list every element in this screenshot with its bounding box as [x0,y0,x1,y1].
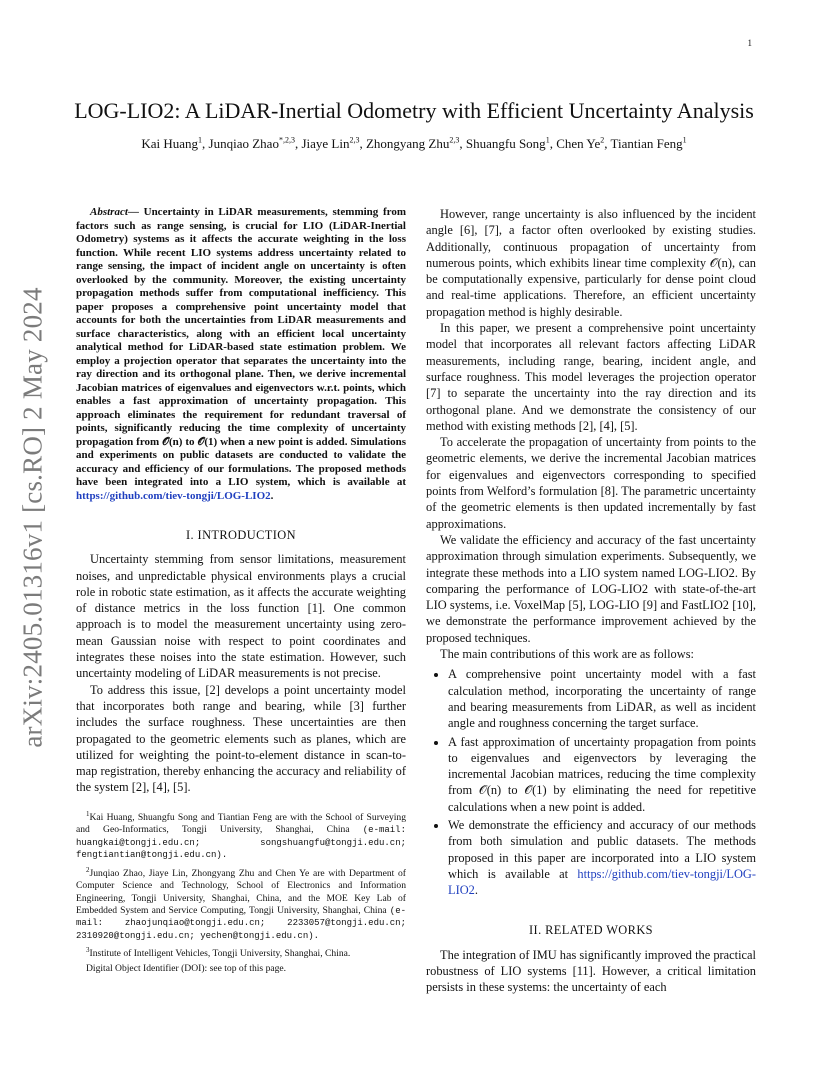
github-link[interactable]: https://github.com/tiev-tongji/LOG-LIO2 [448,866,756,898]
contributions-list [426,666,756,898]
paragraph: We validate the efficiency and accuracy of the fast uncertainty approximation through simulation experiments. Subsequently, we integrate these methods into a LIO system named LOG-LIO2. By comparing the performance of LOG-LIO2 with state-of-the-art LIO systems, i.e. VoxelMap [5], LOG-LIO [9] and FastLIO2 [10], we demonstrate the performance improvement achieved by the proposed techniques. [426,532,756,645]
footnote-3: $^3$Institute of Intelligent Vehicles, Tongji University, Shanghai, China. [86,946,351,960]
author: Chen Ye$^2$, [556,136,611,152]
abstract-text: Uncertainty in LiDAR measurements, stemming from factors such as range sensing, is crucial for LIO (LiDAR-Inertial Odometry) systems as it affects the accurate weighting in the loss function. While recent LIO systems address uncertainty related to range sensing, the impact of incident angle on uncertainty is often overlooked by the community. Moreover, the existing uncertainty propagation methods suffer from computational inefficiency. This paper proposes a comprehensive point uncertainty model that accounts for both the uncertainties from LiDAR measurements and surface characteristics, along with an efficient local uncertainty analytical method for LiDAR-based state estimation problem. We employ a projection operator that separates the uncertainty into the ray direction and its orthogonal plane. Then, we derive incremental Jacobian matrices of eigenvalues and eigenvectors w.r.t. points, which enables a fast approximation of uncertainty propagation. This approach eliminates the requirement for redundant traversal of points, significantly reducing the time complexity of uncertainty propagation from 𝒪(n) to 𝒪(1) when a new point is added. Simulations and experiments on public datasets are conducted to validate the accuracy and efficiency of our formulations. The proposed methods have been integrated into a LIO system, which is available at [76,206,407,488]
related-works-heading: II. RELATED WORKS [529,923,653,938]
footnote-2: $^2$Junqiao Zhao, Jiaye Lin, Zhongyang Zhu and Chen Ye are with Department of Computer Science and Technology, School of Electronics and Information Engineering, Tongji University, Shanghai, China, and the MOE Key Lab of Embedded System and Service Computing, Tongji University, Shanghai, China (e-mail: zhaojunqiao@tongji.edu.cn; 2233057@tongji.edu.cn; 2310920@tongji.edu.cn; yechen@tongji.edu.cn). [76,865,406,941]
github-link[interactable]: https://github.com/tiev-tongji/LOG-LIO2 [76,489,271,502]
author: Shuangfu Song$^1$, [465,136,557,152]
arxiv-identifier: arXiv:2405.01316v1 [cs.RO] 2 May 2024 [17,287,48,748]
paragraph: To accelerate the propagation of uncertainty from points to the geometric elements, we derive the incremental Jacobian matrices for eigenvalues and eigenvectors corresponding to specified points from Welford’s formulation [8]. The parametric uncertainty of the geometric elements is then updated incrementally by fast approximations. [426,435,756,531]
paragraph: To address this issue, [2] develops a point uncertainty model that incorporates both range and bearing, while [3] further includes the surface roughness. These uncertainties are then propagated to the geometric elements such as planes, which are utilized for weighting the point-to-element distance in scan-to-map registration, thereby enhancing the accuracy and reliability of the system [2], [4], [5]. [76,682,406,795]
paper-title: LOG-LIO2: A LiDAR-Inertial Odometry with Efficient Uncertainty Analysis [74,98,754,123]
list-item: • We demonstrate the efficiency and accuracy of our methods from both simulation and public datasets. The methods proposed in this paper are incorporated into a LIO system which is available at https://github.com/tiev-tongji/LOG-LIO2. [448,817,756,898]
paragraph: Uncertainty stemming from sensor limitations, measurement noises, and unpredictable physical environments plays a crucial role in robotic state estimation, as it affects the accurate weighting of distance metrics in the loss function [1]. One common approach is to model the measurement uncertainty using zero-mean Gaussian noise with respect to point coordinates and integrates these noises into the state estimation. However, such uncertainty modeling of LiDAR measurements is not precise. [76,552,406,681]
author-list [40,136,788,152]
author: Zhongyang Zhu$^{2,3}$, [365,136,466,152]
right-column [426,206,756,996]
footnotes [76,808,406,975]
footnote-1: $^1$Kai Huang, Shuangfu Song and Tiantian Feng are with the School of Surveying and Geo-Informatics, Tongji University, Shanghai, China (e-mail: huangkai@tongji.edu.cn; songshuangfu@tongji.edu.cn; fengtiantian@tongji.edu.cn). [76,809,406,861]
author: Junqiao Zhao$^{*,2,3}$, [208,136,302,152]
list-item: • A comprehensive point uncertainty model with a fast calculation method, incorporating the uncertainty of range and bearing measurements from LiDAR, as well as incident angle and roughness concerning the target surface. [448,666,756,731]
page-number: 1 [747,38,752,48]
introduction-heading: I. INTRODUCTION [186,528,296,542]
list-item: • A fast approximation of uncertainty propagation from points to eigenvalues and eigenvectors by leveraging the incremental Jacobian matrices, reducing the time complexity from 𝒪(n) to 𝒪(1) by eliminating the need for repetitive calculations when a new point is added. [448,734,756,815]
abstract: Abstract— Uncertainty in LiDAR measurements, stemming from factors such as range sensing, is crucial for LIO (LiDAR-Inertial Odometry) systems as it affects the accurate weighting in the loss function. While recent LIO systems address uncertainty related to range sensing, the impact of incident angle on uncertainty is often overlooked by the community. Moreover, the existing uncertainty propagation methods suffer from computational inefficiency. This paper proposes a comprehensive point uncertainty model that accounts for both the uncertainties from LiDAR measurements and surface characteristics, along with an efficient local uncertainty analytical method for LiDAR-based state estimation problem. We employ a projection operator that separates the uncertainty into the ray direction and its orthogonal plane. Then, we derive incremental Jacobian matrices of eigenvalues and eigenvectors w.r.t. points, which enables a fast approximation of uncertainty propagation. This approach eliminates the requirement for redundant traversal of points, significantly reducing the time complexity of uncertainty propagation from 𝒪(n) to 𝒪(1) when a new point is added. Simulations and experiments on public datasets are conducted to validate the accuracy and efficiency of our formulations. The proposed methods have been integrated into a LIO system, which is available at https://github.com/tiev-tongji/LOG-LIO2. [76,206,407,502]
doi-note: Digital Object Identifier (DOI): see top of this page. [86,962,287,974]
abstract-label: Abstract [90,206,128,218]
footnote-email: (e-mail: huangkai@tongji.edu.cn; songshuangfu@tongji.edu.cn; fengtiantian@tongji.edu.cn). [76,825,406,861]
paragraph: In this paper, we present a comprehensive point uncertainty model that incorporates all relevant factors affecting LiDAR measurements, including range, bearing, incident angle, and surface roughness. This model leverages the projection operator [7] to separate the uncertainty into the ray direction and its orthogonal plane. And we demonstrate the consistency of our method with existing methods [2], [4], [5]. [426,321,756,433]
arxiv-stamp [16,285,50,750]
left-column [76,206,406,977]
footnote-email: (e-mail: zhaojunqiao@tongji.edu.cn; 2233057@tongji.edu.cn; 2310920@tongji.edu.cn; yechen@tongji.edu.cn). [76,905,406,941]
author: Jiaye Lin$^{2,3}$, [301,136,366,152]
paragraph: The integration of IMU has significantly improved the practical robustness of LIO systems [11]. However, a critical limitation persists in these systems: the uncertainty of each [426,947,756,995]
paragraph: The main contributions of this work are as follows: [440,647,694,662]
paragraph: However, range uncertainty is also influenced by the incident angle [6], [7], a factor often overlooked by existing studies. Additionally, continuous propagation of uncertainty from numerous points, which exhibits linear time complexity 𝒪(n), can be computationally expensive, particularly for dense point cloud and real-time applications. Therefore, an efficient uncertainty propagation method is highly desirable. [426,207,756,319]
author: Tiantian Feng$^1$ [610,136,687,152]
author: Kai Huang$^1$, [141,136,209,152]
